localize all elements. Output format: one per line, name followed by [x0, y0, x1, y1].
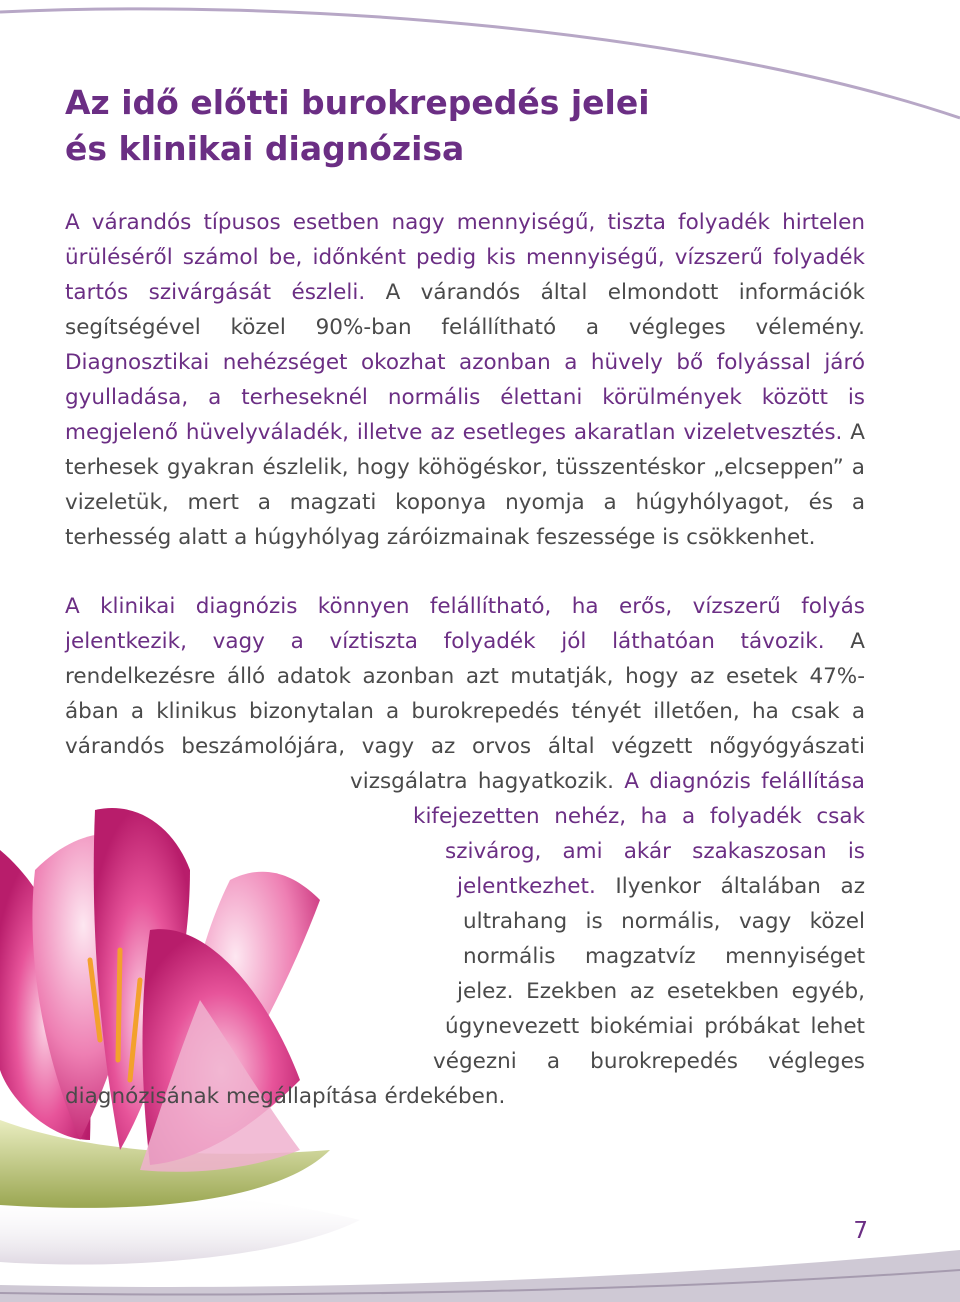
paragraph-1-text-1: A várandós által elmondott információk segítségével közel 90%-ban felállítható a végleges vélemény. [65, 280, 865, 340]
page-number: 7 [853, 1218, 868, 1244]
page-title [65, 80, 650, 172]
paragraph-2-highlight-2: A diagnózis felállítása kifejezetten nehéz, ha a folyadék csak szivárog, ami akár szakaszosan is jelentkezhet. [413, 769, 865, 899]
page-title-line-2: és klinikai diagnózisa [65, 129, 465, 168]
paragraph-2-text-2: Ilyenkor általában az ultrahang is normális, vagy közel normális magzatvíz mennyiséget jelez. Ezekben az esetekben egyéb, úgynevezett biokémiai próbákat lehet végezni a burokrepedés végleges diagnózisának megállapítása érdekében. [65, 874, 865, 1109]
paragraph-2-highlight-1: A klinikai diagnózis könnyen felállítható, ha erős, vízszerű folyás jelentkezik, vagy a víztiszta folyadék jól láthatóan távozik. [65, 594, 865, 654]
paragraph-1 [65, 205, 865, 555]
paragraph-1-highlight-1: A várandós típusos esetben nagy mennyiségű, tiszta folyadék hirtelen ürüléséről számol be, időnként pedig kis mennyiségű, vízszerű folyadék tartós szivárgását észleli. [65, 210, 865, 305]
paragraph-1-highlight-2: Diagnosztikai nehézséget okozhat azonban a hüvely bő folyással járó gyulladása, a terheseknél normális élettani körülmények között is megjelenő hüvelyváladék, illetve az esetleges akaratlan vizeletvesztés. [65, 350, 865, 445]
paragraph-1-text-2: A terhesek gyakran észlelik, hogy köhögéskor, tüsszentéskor „elcseppen” a vizeletük, mert a magzati koponya nyomja a húgyhólyagot, és a terhesség alatt a húgyhólyag záróizmainak feszessége is csökkenhet. [65, 420, 865, 550]
paragraph-2 [65, 589, 865, 1114]
page-title-line-1: Az idő előtti burokrepedés jelei [65, 83, 650, 122]
paragraph-2-text-1: A rendelkezésre álló adatok azonban azt mutatják, hogy az esetek 47%-ában a klinikus bizonytalan a burokrepedés tényét illetően, ha csak a várandós beszámolójára, vagy az orvos által végzett nőgyógyászati vizsgálatra hagyatkozik. [65, 629, 865, 794]
